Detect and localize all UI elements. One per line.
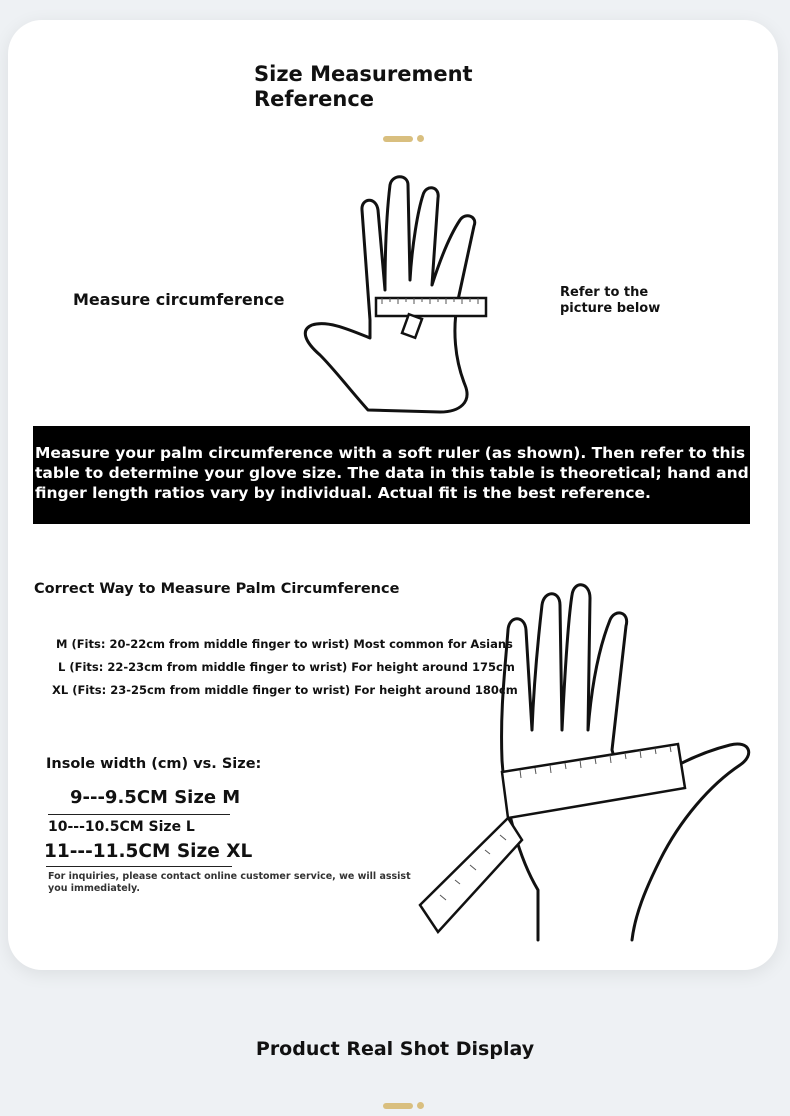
title-divider-dots — [383, 135, 424, 142]
size-m-row: 9---9.5CM Size M — [70, 787, 241, 808]
footer-divider-dots — [383, 1102, 424, 1109]
insole-title: Insole width (cm) vs. Size: — [46, 756, 262, 772]
divider-dot — [417, 1102, 424, 1109]
measurement-notice: Measure your palm circumference with a soft ruler (as shown). Then refer to this table to determine your glove size. The data in this table is theoretical; hand and finger length ratios vary by individual. Actual fit is the best reference. — [33, 426, 750, 524]
fit-row-m: M (Fits: 20-22cm from middle finger to wrist) Most common for Asians — [56, 637, 513, 651]
size-divider — [46, 866, 232, 867]
refer-note: Refer to the picture below — [560, 285, 661, 316]
divider-dot — [417, 135, 424, 142]
section-title-product: Product Real Shot Display — [255, 1038, 535, 1060]
fit-row-xl: XL (Fits: 23-25cm from middle finger to wrist) For height around 180cm — [52, 683, 518, 697]
measure-circumference-label: Measure circumference — [73, 290, 285, 309]
hand-measuring-palm-icon — [410, 560, 772, 950]
size-l-row: 10---10.5CM Size L — [48, 819, 195, 835]
hand-with-tape-icon — [290, 170, 505, 420]
divider-bar — [383, 136, 413, 142]
size-divider — [48, 814, 230, 815]
inquiry-note: For inquiries, please contact online customer service, we will assist you immediately. — [48, 871, 411, 894]
fit-row-l: L (Fits: 22-23cm from middle finger to wrist) For height around 175cm — [58, 660, 515, 674]
size-guide-card — [8, 20, 778, 970]
divider-bar — [383, 1103, 413, 1109]
size-xl-row: 11---11.5CM Size XL — [44, 841, 253, 862]
correct-measure-title: Correct Way to Measure Palm Circumference — [34, 581, 400, 597]
page-title: Size Measurement Reference — [254, 62, 473, 111]
